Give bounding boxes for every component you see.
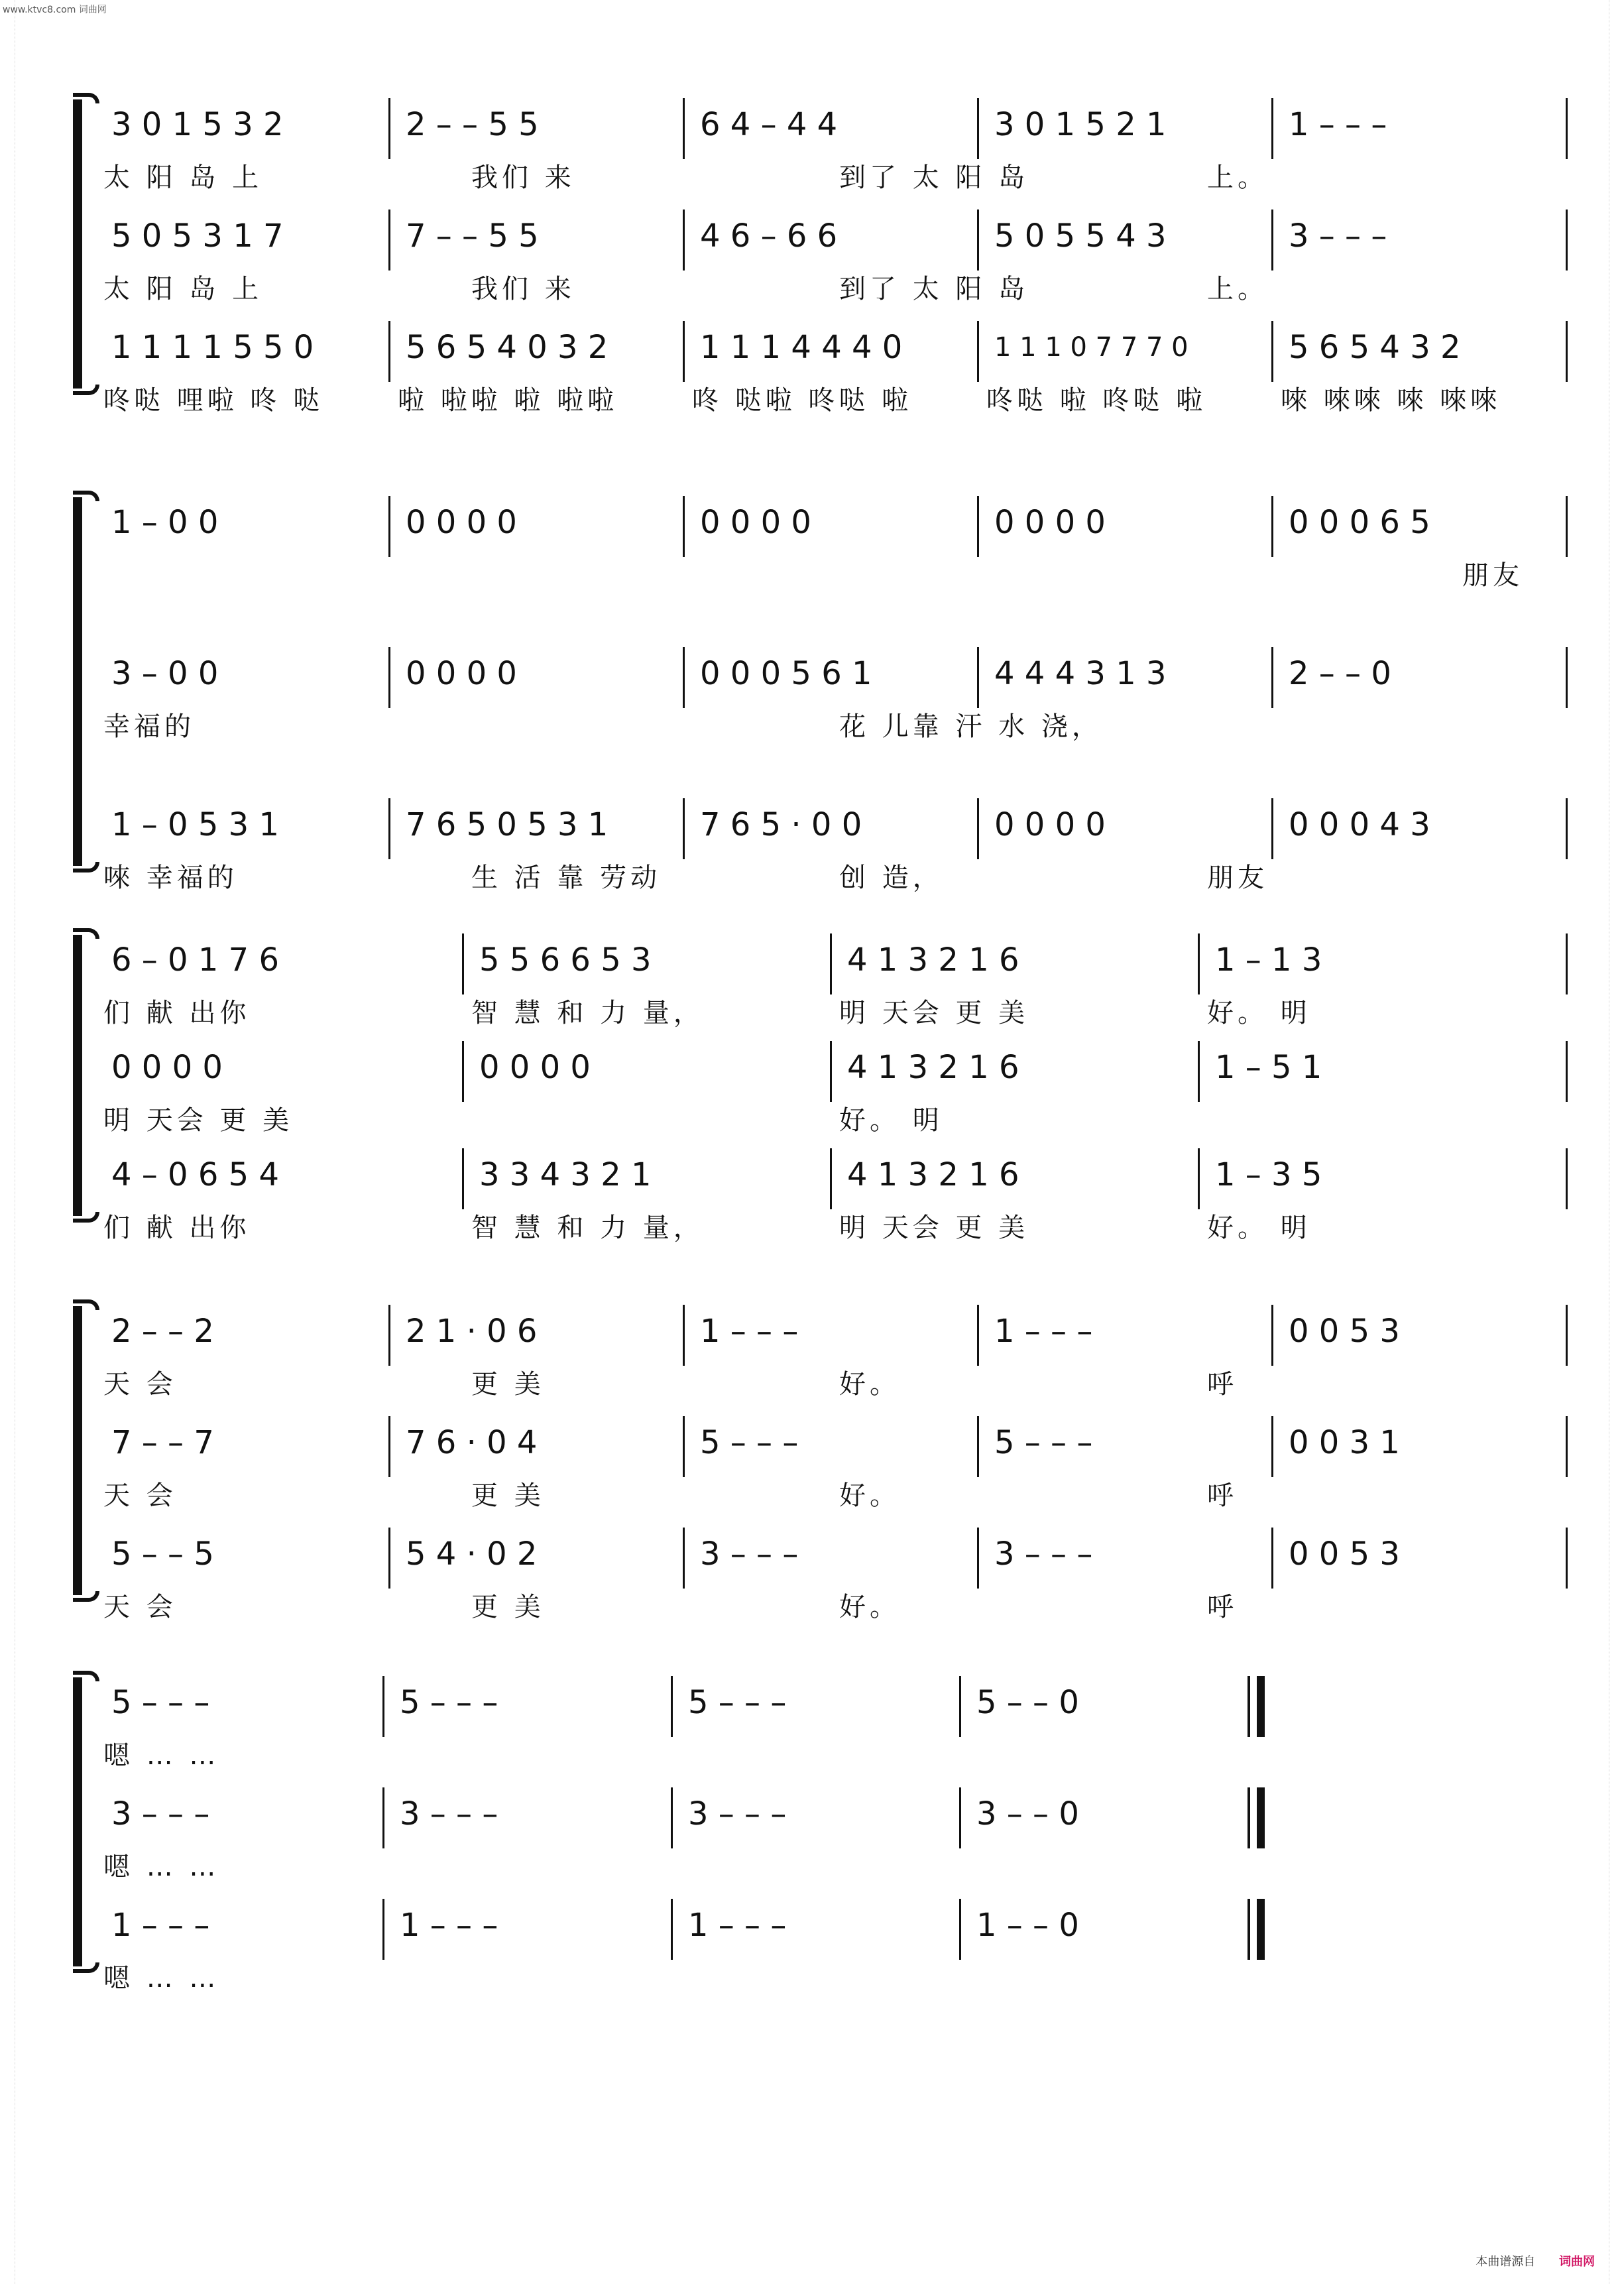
voice-line-3 [97, 793, 1568, 892]
measure-notes: 5 6 5 4 0 3 2 [406, 329, 609, 366]
barline [977, 1416, 979, 1477]
lyric-segment: 明 天会 更 美 [103, 1105, 294, 1136]
lyric-segment: 唻 唻唻 唻 唻唻 [1281, 385, 1501, 416]
measure-notes: 4 4 4 3 1 3 [994, 655, 1167, 692]
measure-notes: 3 0 1 5 2 1 [994, 106, 1167, 143]
barline [1271, 321, 1273, 382]
barline [1566, 1041, 1568, 1102]
barline [388, 98, 390, 159]
system-5 [73, 1671, 1253, 1994]
barline [388, 798, 390, 859]
barline [388, 496, 390, 557]
system-bracket [73, 935, 82, 1216]
barline [1271, 496, 1273, 557]
measure-notes: 3 – – 0 [976, 1795, 1079, 1833]
voice-line-3 [97, 1143, 1568, 1242]
barline [462, 1041, 464, 1102]
voice-line-3 [97, 1893, 1250, 1993]
barline [683, 1528, 685, 1589]
barline [382, 1899, 384, 1960]
measure-notes: 5 – – – [400, 1684, 498, 1721]
barline [977, 798, 979, 859]
barline [830, 933, 832, 994]
barline [671, 1899, 673, 1960]
measure-notes: 2 – – 0 [1289, 655, 1391, 692]
barline [1271, 1305, 1273, 1366]
lyric-segment: 花 儿靠 汗 水 浇， [839, 711, 1102, 742]
measure-notes: 5 – – – [688, 1684, 787, 1721]
barline [382, 1676, 384, 1737]
barline [977, 321, 979, 382]
measure-notes: 0 0 0 4 3 [1289, 806, 1430, 843]
barline [1271, 1528, 1273, 1589]
barline [683, 98, 685, 159]
voice-line-1 [97, 928, 1568, 1028]
barline [1271, 98, 1273, 159]
lyric-segment: 好。 明 [1207, 998, 1311, 1028]
final-barline [1257, 1787, 1265, 1848]
lyric-segment: 明 天会 更 美 [839, 998, 1029, 1028]
measure-notes: 3 – – – [688, 1795, 787, 1833]
system-bracket [73, 99, 82, 389]
header-url: www.ktvc8.com 词曲网 [3, 5, 107, 15]
barline [959, 1787, 961, 1848]
lyric-segment: 幸福的 [103, 711, 195, 742]
measure-notes: 7 6 5 0 5 3 1 [406, 806, 609, 843]
barline [977, 496, 979, 557]
measure-notes: 0 0 0 0 [406, 655, 517, 692]
measure-notes: 0 0 5 3 [1289, 1313, 1400, 1350]
lyric-segment: 更 美 [471, 1592, 545, 1622]
barline [683, 321, 685, 382]
barline [388, 210, 390, 270]
lyric-segment: 创 造， [839, 863, 943, 893]
measure-notes: 0 0 0 0 [700, 504, 811, 541]
measure-notes: 3 3 4 3 2 1 [479, 1156, 652, 1193]
measure-notes: 7 – – 5 5 [406, 217, 539, 255]
measure-notes: 7 6 · 0 4 [406, 1424, 538, 1461]
lyric-segment: 上。 [1207, 162, 1268, 193]
measure-notes: 1 – 5 1 [1215, 1049, 1322, 1086]
barline [830, 1041, 832, 1102]
lyric-segment: 到了 太 阳 岛 [839, 274, 1029, 304]
lyric-segment: 我们 来 [471, 274, 575, 304]
voice-line-2 [97, 1036, 1568, 1135]
measure-notes: 2 1 · 0 6 [406, 1313, 538, 1350]
measure-notes: 1 – – – [700, 1313, 799, 1350]
barline [671, 1676, 673, 1737]
barline [1566, 647, 1568, 708]
system-3 [73, 928, 1571, 1243]
barline [683, 647, 685, 708]
measure-notes: 0 0 0 0 [479, 1049, 591, 1086]
measure-notes: 3 – 0 0 [111, 655, 219, 692]
lyric-segment: 更 美 [471, 1369, 545, 1400]
measure-notes: 5 – – 0 [976, 1684, 1079, 1721]
measure-notes: 1 – – – [1289, 106, 1387, 143]
measure-notes: 6 4 – 4 4 [700, 106, 838, 143]
lyric-segment: 呼 [1207, 1480, 1238, 1511]
measure-notes: 0 0 0 0 [994, 504, 1106, 541]
voice-line-3 [97, 1522, 1568, 1622]
measure-notes: 1 – 0 0 [111, 504, 219, 541]
barline [977, 210, 979, 270]
measure-notes: 1 – 3 5 [1215, 1156, 1322, 1193]
measure-notes: 1 – – 0 [976, 1907, 1079, 1944]
measure-notes: 3 – – – [700, 1535, 799, 1573]
lyric-segment: 好。 明 [1207, 1213, 1311, 1243]
measure-notes: 0 0 0 0 [406, 504, 517, 541]
measure-notes: 2 – – 5 5 [406, 106, 539, 143]
barline [977, 1305, 979, 1366]
lyric-segment: 朋友 [1462, 560, 1523, 591]
measure-notes: 4 1 3 2 1 6 [847, 1156, 1019, 1193]
barline [1566, 933, 1568, 994]
measure-notes: 7 – – 7 [111, 1424, 214, 1461]
voice-line-1 [97, 1299, 1568, 1399]
system-bracket [73, 497, 82, 866]
barline [1566, 1305, 1568, 1366]
measure-notes: 3 – – – [994, 1535, 1093, 1573]
voice-line-1 [97, 1671, 1250, 1770]
barline [1566, 321, 1568, 382]
measure-notes: 1 – – – [400, 1907, 498, 1944]
measure-notes: 5 0 5 5 4 3 [994, 217, 1167, 255]
lyric-segment: 更 美 [471, 1480, 545, 1511]
lyric-segment: 咚哒 啦 咚哒 啦 [986, 385, 1207, 416]
voice-line-3 [97, 316, 1568, 415]
barline [462, 1148, 464, 1209]
lyric-segment: 呼 [1207, 1592, 1238, 1622]
barline [1566, 98, 1568, 159]
lyric-segment: 嗯 … … [103, 1740, 220, 1771]
lyric-segment: 我们 来 [471, 162, 575, 193]
measure-notes: 5 6 5 4 3 2 [1289, 329, 1461, 366]
measure-notes: 1 1 1 1 5 5 0 [111, 329, 314, 366]
barline [382, 1787, 384, 1848]
measure-notes: 5 4 · 0 2 [406, 1535, 538, 1573]
measure-notes: 5 0 5 3 1 7 [111, 217, 284, 255]
measure-notes: 1 – – – [994, 1313, 1093, 1350]
measure-notes: 3 0 1 5 3 2 [111, 106, 284, 143]
lyric-segment: 咚 哒啦 咚哒 啦 [692, 385, 913, 416]
lyric-segment: 太 阳 岛 上 [103, 274, 263, 304]
barline [462, 933, 464, 994]
lyric-segment: 嗯 … … [103, 1963, 220, 1994]
left-margin-strip [0, 0, 15, 2284]
lyric-segment: 朋友 [1207, 863, 1268, 893]
voice-line-1 [97, 491, 1568, 590]
voice-line-2 [97, 642, 1568, 741]
measure-notes: 4 6 – 6 6 [700, 217, 838, 255]
barline [388, 1528, 390, 1589]
measure-notes: 0 0 0 0 [111, 1049, 223, 1086]
barline [1198, 933, 1200, 994]
lyric-segment: 太 阳 岛 上 [103, 162, 263, 193]
system-2 [73, 491, 1571, 893]
voice-line-2 [97, 1782, 1250, 1882]
measure-notes: 2 – – 2 [111, 1313, 214, 1350]
barline [830, 1148, 832, 1209]
barline [977, 1528, 979, 1589]
measure-notes: 5 5 6 6 5 3 [479, 941, 652, 979]
lyric-segment: 唻 幸福的 [103, 863, 238, 893]
lyric-segment: 上。 [1207, 274, 1268, 304]
lyric-segment: 好。 [839, 1369, 900, 1400]
measure-notes: 0 0 0 6 5 [1289, 504, 1430, 541]
measure-notes: 4 1 3 2 1 6 [847, 1049, 1019, 1086]
lyric-segment: 们 献 出你 [103, 1213, 251, 1243]
measure-notes: 5 – – 5 [111, 1535, 214, 1573]
barline [977, 98, 979, 159]
lyric-segment: 到了 太 阳 岛 [839, 162, 1029, 193]
measure-notes: 1 1 1 0 7 7 7 0 [994, 332, 1189, 363]
measure-notes: 5 – – – [111, 1684, 210, 1721]
barline [1566, 496, 1568, 557]
lyric-segment: 天 会 [103, 1480, 177, 1511]
barline [1271, 210, 1273, 270]
voice-line-1 [97, 93, 1568, 192]
measure-notes: 4 – 0 6 5 4 [111, 1156, 279, 1193]
voice-line-2 [97, 1411, 1568, 1510]
measure-notes: 0 0 0 5 6 1 [700, 655, 872, 692]
measure-notes: 3 – – – [1289, 217, 1387, 255]
measure-notes: 1 – – – [111, 1907, 210, 1944]
barline [1198, 1148, 1200, 1209]
barline [977, 647, 979, 708]
system-1 [73, 93, 1571, 416]
measure-notes: 3 – – – [111, 1795, 210, 1833]
barline [683, 1416, 685, 1477]
barline [1566, 210, 1568, 270]
measure-notes: 1 – – – [688, 1907, 787, 1944]
measure-notes: 1 1 1 4 4 4 0 [700, 329, 903, 366]
footer-source: 本曲谱源自 [1476, 2255, 1536, 2269]
barline [683, 496, 685, 557]
barline [1566, 1528, 1568, 1589]
barline [1247, 1899, 1250, 1960]
lyric-segment: 好。 明 [839, 1105, 943, 1136]
lyric-segment: 天 会 [103, 1369, 177, 1400]
system-bracket [73, 1677, 82, 1966]
final-barline [1257, 1676, 1265, 1737]
lyric-segment: 好。 [839, 1592, 900, 1622]
right-margin-strip [1609, 0, 1624, 2284]
barline [959, 1899, 961, 1960]
barline [388, 647, 390, 708]
barline [1271, 1416, 1273, 1477]
system-bracket [73, 1306, 82, 1595]
final-barline [1257, 1899, 1265, 1960]
barline [1566, 798, 1568, 859]
lyric-segment: 嗯 … … [103, 1852, 220, 1882]
measure-notes: 5 – – – [700, 1424, 799, 1461]
lyric-segment: 呼 [1207, 1369, 1238, 1400]
measure-notes: 4 1 3 2 1 6 [847, 941, 1019, 979]
barline [1247, 1787, 1250, 1848]
measure-notes: 0 0 5 3 [1289, 1535, 1400, 1573]
voice-line-2 [97, 204, 1568, 304]
barline [1198, 1041, 1200, 1102]
lyric-segment: 好。 [839, 1480, 900, 1511]
barline [388, 1305, 390, 1366]
barline [1566, 1148, 1568, 1209]
barline [671, 1787, 673, 1848]
measure-notes: 0 0 0 0 [994, 806, 1106, 843]
barline [683, 1305, 685, 1366]
lyric-segment: 智 慧 和 力 量， [471, 998, 704, 1028]
barline [1271, 647, 1273, 708]
system-4 [73, 1299, 1571, 1622]
measure-notes: 7 6 5 · 0 0 [700, 806, 862, 843]
measure-notes: 3 – – – [400, 1795, 498, 1833]
barline [388, 321, 390, 382]
lyric-segment: 天 会 [103, 1592, 177, 1622]
barline [388, 1416, 390, 1477]
measure-notes: 0 0 3 1 [1289, 1424, 1400, 1461]
barline [1247, 1676, 1250, 1737]
footer [1476, 2252, 1595, 2269]
barline [1566, 1416, 1568, 1477]
measure-notes: 6 – 0 1 7 6 [111, 941, 279, 979]
lyric-segment: 们 献 出你 [103, 998, 251, 1028]
lyric-segment: 明 天会 更 美 [839, 1213, 1029, 1243]
barline [959, 1676, 961, 1737]
barline [683, 798, 685, 859]
lyric-segment: 生 活 靠 劳动 [471, 863, 662, 893]
barline [1271, 798, 1273, 859]
lyric-segment: 啦 啦啦 啦 啦啦 [398, 385, 618, 416]
measure-notes: 1 – 1 3 [1215, 941, 1322, 979]
measure-notes: 5 – – – [994, 1424, 1093, 1461]
lyric-segment: 咚哒 哩啦 咚 哒 [103, 385, 324, 416]
measure-notes: 1 – 0 5 3 1 [111, 806, 279, 843]
barline [683, 210, 685, 270]
footer-brand: 词曲网 [1559, 2255, 1595, 2269]
lyric-segment: 智 慧 和 力 量， [471, 1213, 704, 1243]
